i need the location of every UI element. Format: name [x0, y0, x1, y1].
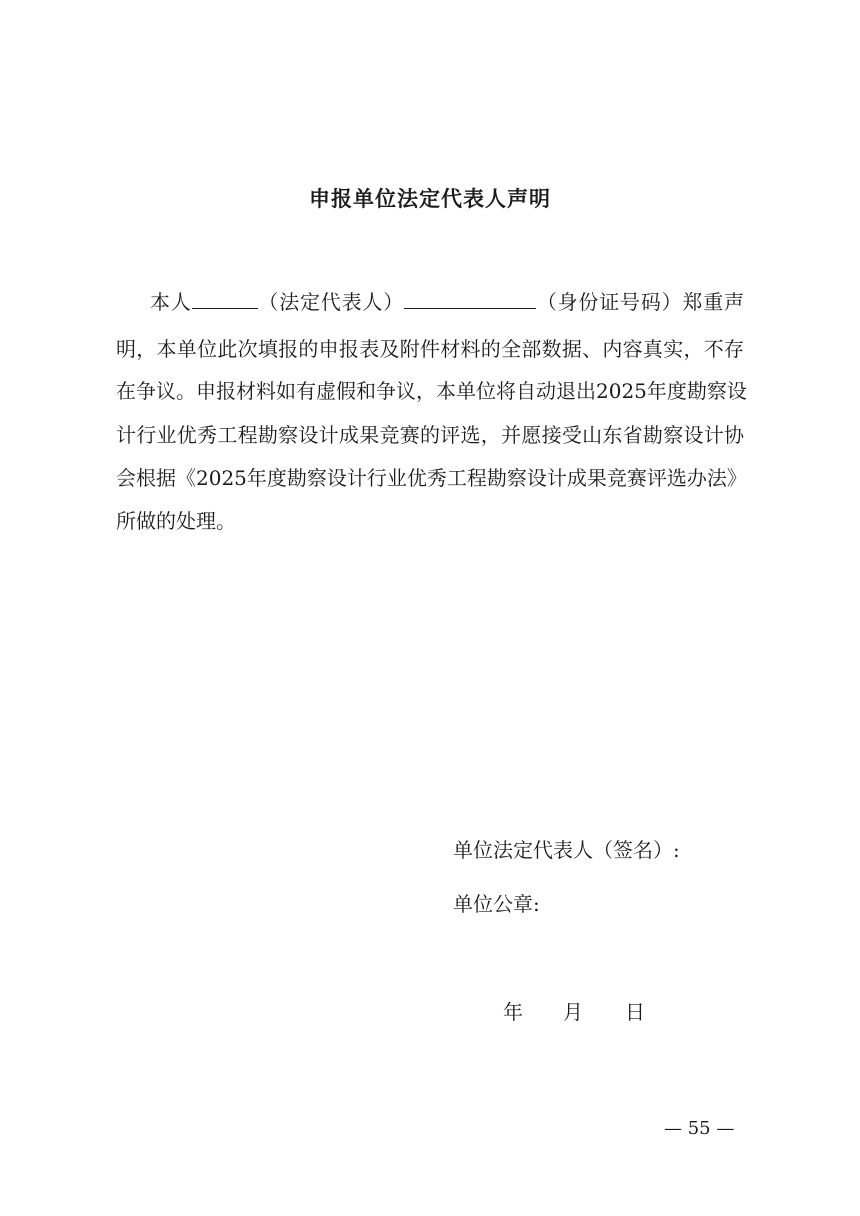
- declaration-line-1: [150, 287, 744, 317]
- declaration-line-5: 会根据《2025年度勘察设计行业优秀工程勘察设计成果竞赛评选办法》: [116, 466, 747, 490]
- unit-seal-label: 单位公章:: [453, 892, 540, 916]
- date-month-label: 月: [563, 1000, 583, 1024]
- declaration-line-4: 计行业优秀工程勘察设计成果竞赛的评选，并愿接受山东省勘察设计协: [116, 423, 744, 447]
- date-year-label: 年: [503, 1000, 523, 1024]
- legal-representative-label: （法定代表人）: [257, 290, 405, 314]
- page-number: — 55 —: [664, 1118, 735, 1139]
- date-day-label: 日: [625, 1000, 645, 1024]
- declaration-line-3: 在争议。申报材料如有虚假和争议，本单位将自动退出2025年度勘察设: [116, 379, 747, 403]
- declaration-line-6: 所做的处理。: [116, 509, 236, 533]
- legal-representative-blank: [192, 288, 258, 309]
- declaration-line-2: 明，本单位此次填报的申报表及附件材料的全部数据、内容真实，不存: [116, 337, 744, 361]
- document-title: 申报单位法定代表人声明: [309, 187, 551, 211]
- legal-representative-signature-label: 单位法定代表人（签名）:: [453, 838, 680, 862]
- id-number-blank: [404, 288, 536, 309]
- id-number-label: （身份证号码）郑重声: [536, 290, 745, 314]
- declaration-prefix: 本人: [150, 290, 192, 314]
